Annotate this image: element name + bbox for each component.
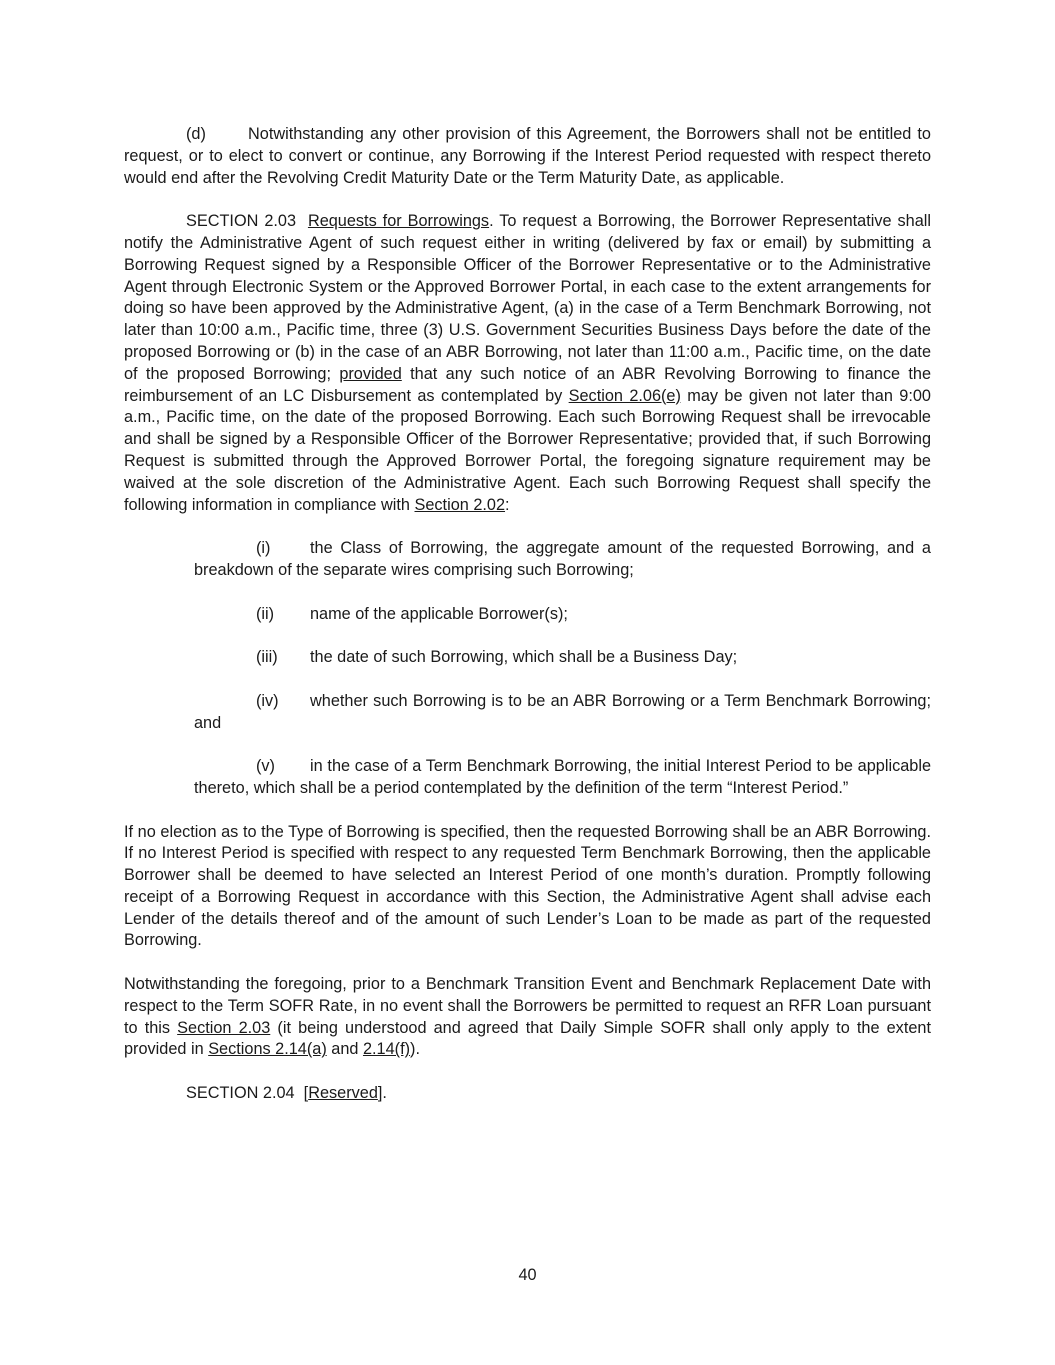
- list-item-text: name of the applicable Borrower(s);: [310, 604, 568, 623]
- section-2-04: [124, 1083, 931, 1105]
- section-2-06e-reference: Section 2.06(e): [568, 386, 681, 405]
- section-2-03-number: SECTION 2.03: [186, 212, 297, 231]
- paragraph-d: [124, 124, 931, 189]
- list-item-label: (iii): [256, 648, 278, 667]
- page-number: 40: [518, 1266, 537, 1284]
- section-2-03-text-1: . To request a Borrowing, the Borrower Representative shall notify the Administrative Agent of such request either in writing (delivered by fax or email) by submitting a Borrowing Request signed by a Responsible Officer of the Borrower Representative or to the Administrative Agent through Electronic System or the Approved Borrower Portal, in each case to the extent arrangements for doing so have been approved by the Administrative Agent, (a) in the case of a Term Benchmark Borrowing, not later than 10:00 a.m., Pacific time, three (3) U.S. Government Securities Business Days before the date of the proposed Borrowing or (b) in the case of an ABR Borrowing, not later than 11:00 a.m., Pacific time, on the date of the proposed Borrowing;: [124, 212, 931, 383]
- paragraph-d-text: Notwithstanding any other provision of this Agreement, the Borrowers shall not be entitled to request, or to elect to convert or continue, any Borrowing if the Interest Period requested with respect thereto would end after the Revolving Credit Maturity Date or the Term Maturity Date, as applicable.: [124, 125, 931, 187]
- section-2-03: [124, 211, 931, 516]
- section-2-02-reference: Section 2.02: [414, 495, 506, 514]
- list-item-label: (v): [256, 757, 275, 776]
- sofr-paragraph: [124, 974, 931, 1061]
- sofr-text-3: and: [326, 1040, 363, 1059]
- sofr-text-1: Notwithstanding the foregoing, prior to a Benchmark Transition Event and Benchmark Replacement Date with respect to the Term SOFR Rate, in no event shall the Borrowers be permitted to request an RFR Loan pursuant to this: [124, 975, 931, 1037]
- list-item-text: whether such Borrowing is to be an ABR Borrowing or a Term Benchmark Borrowing; and: [194, 691, 931, 732]
- paragraph-d-label: (d): [186, 125, 206, 143]
- section-2-03-text-2: that any such notice of an ABR Revolving Borrowing to finance the reimbursement of an LC Disbursement as contemplated by: [124, 364, 931, 405]
- list-item-iv: [194, 691, 931, 735]
- list-item-text: in the case of a Term Benchmark Borrowing, the initial Interest Period to be applicable thereto, which shall be a period contemplated by the definition of the term “Interest Period.”: [194, 757, 931, 797]
- sofr-text-2: (it being understood and agreed that Daily Simple SOFR shall only apply to the extent provided in: [124, 1018, 931, 1059]
- list-item-v: [194, 756, 931, 800]
- list-item-text: the Class of Borrowing, the aggregate amount of the requested Borrowing, and a breakdown of the separate wires comprising such Borrowing;: [194, 539, 931, 579]
- list-item-label: (iv): [256, 691, 279, 710]
- section-2-03-reference: Section 2.03: [177, 1018, 271, 1037]
- sofr-text-4: ).: [410, 1040, 420, 1059]
- section-2-04-open-bracket: [: [303, 1084, 309, 1103]
- section-2-14f-reference: 2.14(f): [362, 1040, 411, 1059]
- section-2-04-heading: Reserved: [308, 1084, 378, 1103]
- section-2-03-text-3: may be given not later than 9:00 a.m., Pacific time, on the date of the proposed Borrowing. Each such Borrowing Request shall be irrevocable and shall be signed by a Responsible Officer of the Borrower Representative; provided that, if such Borrowing Request is submitted through the Approved Borrower Portal, the foregoing signature requirement may be waived at the sole discretion of the Administrative Agent. Each such Borrowing Request shall specify the following information in compliance with: [124, 386, 931, 514]
- list-item-label: (i): [256, 539, 271, 558]
- section-2-04-number: SECTION 2.04: [186, 1084, 295, 1103]
- section-2-14a-reference: Sections 2.14(a): [208, 1040, 327, 1059]
- election-paragraph: If no election as to the Type of Borrowing is specified, then the requested Borrowing shall be an ABR Borrowing. If no Interest Period is specified with respect to any requested Term Benchmark Borrowing, then the applicable Borrower shall be deemed to have selected an Interest Period of one month’s duration. Promptly following receipt of a Borrowing Request in accordance with this Section, the Administrative Agent shall advise each Lender of the details thereof and of the amount of such Lender’s Loan to be made as part of the requested Borrowing.: [124, 822, 931, 950]
- document-page: [124, 124, 931, 1105]
- list-item-iii: [194, 647, 931, 669]
- section-2-03-text-4: :: [505, 495, 510, 514]
- provided-term: provided: [339, 364, 402, 383]
- list-item-label: (ii): [256, 604, 275, 623]
- list-item-i: [194, 538, 931, 582]
- section-2-03-heading: Requests for Borrowings: [307, 212, 490, 231]
- list-item-ii: [194, 604, 931, 626]
- list-item-text: the date of such Borrowing, which shall be a Business Day;: [310, 648, 738, 667]
- section-2-04-close-bracket: ].: [377, 1084, 387, 1103]
